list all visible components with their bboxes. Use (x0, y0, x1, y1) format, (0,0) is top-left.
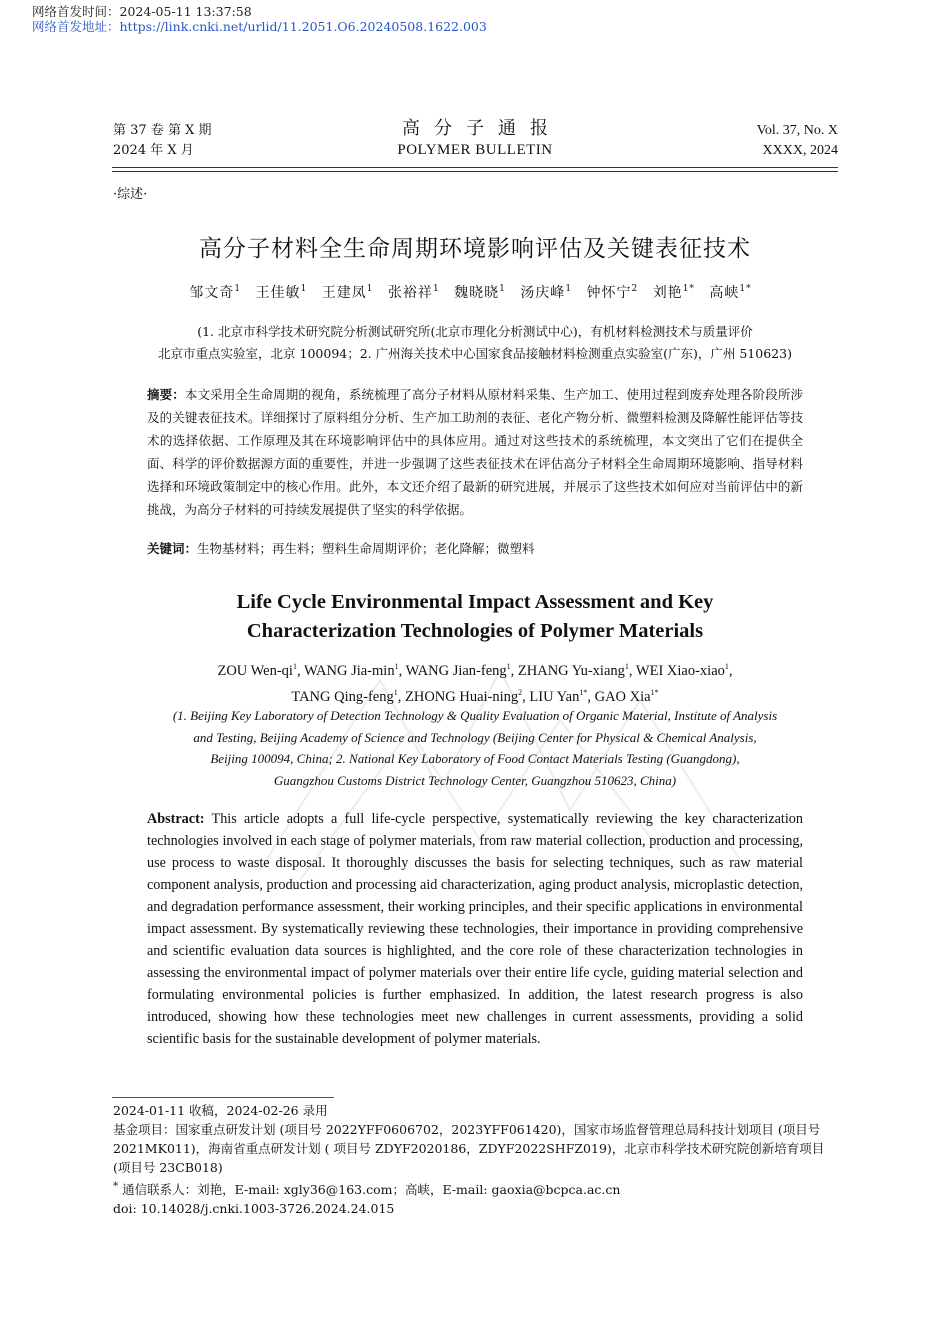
journal-volume-en-line2: XXXX, 2024 (762, 143, 838, 158)
author-en: GAO Xia$^{1*}$ (594, 687, 659, 705)
contact-note (113, 1177, 839, 1199)
journal-volume-cn-line2: 2024 年 X 月 (113, 143, 194, 158)
paper-title-cn: 高分子材料全生命周期环境影响评估及关键表征技术 (199, 236, 751, 262)
abstract-en-label: Abstract: (147, 811, 205, 827)
author-en: WANG Jian-feng$^1$, (405, 662, 518, 679)
affiliation-en-line1: (1. Beijing Key Laboratory of Detection Technology & Quality Evaluation of Organic Material, Institute of Analysis (172, 708, 778, 723)
author-en: LIU Yan$^{1*}$, (529, 687, 595, 705)
received-dates: 2024-01-11 收稿，2024-02-26 录用 (113, 1103, 328, 1118)
journal-volume-cn-line1: 第 37 卷 第 X 期 (113, 123, 212, 138)
author-en: WANG Jia-$\min^1$, (303, 662, 406, 679)
affiliation-cn-line1: (1. 北京市科学技术研究院分析测试研究所(北京市理化分析测试中心)，有机材料检测技术与质量评价 (197, 324, 753, 339)
author-list-en-line1 (0, 656, 950, 682)
abstract-cn-text: 本文采用全生命周期的视角，系统梳理了高分子材料从原材料采集、生产加工、使用过程到废弃处理各阶段所涉及的关键表征技术。详细探讨了原料组分分析、生产加工助剂的表征、老化产物分析、微塑料检测及降解性能评估等技术的选择依据、工作原理及其在环境影响评估中的具体应用。通过对这些技术的系统梳理，本文突出了它们在提供全面、科学的评价数据源方面的重要性，并进一步强调了这些表征技术在评估高分子材料全生命周期环境影响、指导材料选择和环境政策制定中的核心作用。此外，本文还介绍了最新的研究进展，并展示了这些技术如何应对当前评估中的新挑战，为高分子材料的可持续发展提供了坚实的科学依据。 (147, 387, 803, 517)
author-en: ZHANG Yu-xiang$^1$, (517, 662, 636, 679)
author-cn: 钟怀宁$^2$ (586, 284, 639, 301)
author-cn: 高峡$^{1*}$ (709, 284, 752, 301)
online-publish-time: 网络首发时间：2024-05-11 13:37:58 (32, 4, 252, 19)
abstract-en-text: This article adopts a full life-cycle perspective, systematically reviewing the key characterization technologies involved in each stage of polymer materials, from raw material collection, production and processing, use process to waste disposal. It thoroughly discusses the basis for selecting techniques, such as raw material component analysis, production and processing aid characterization, aging product analysis, microplastic detection, and degradation performance assessment, their working principles, and their specific applications in environmental impact assessment. By systematically reviewing these technologies, their importance in providing comprehensive and scientific evaluation data sources is highlighted, and the core role of these characterization technologies in assessing the environmental impact of polymer materials over their entire life cycle, guiding material selection and formulating environmental policies is further emphasized. In addition, the latest research progress is also introduced, showing how these technologies meet new challenges in current assessments, providing a solid scientific basis for the sustainable development of polymer materials. (147, 811, 803, 1047)
author-en: ZHONG Huai-ning$^2$, (404, 687, 530, 705)
doi[interactable]: doi: 10.14028/j.cnki.1003-3726.2024.24.015 (113, 1201, 395, 1217)
paper-title-en-line1: Life Cycle Environmental Impact Assessment and Key (236, 591, 714, 613)
header-rule-bottom (112, 171, 838, 172)
journal-name-cn: 高分子通报 (402, 118, 562, 139)
abstract-cn (147, 383, 803, 521)
author-cn: 汤庆峰$^1$ (520, 284, 573, 301)
online-publish-meta (32, 4, 487, 34)
affiliation-en-line2: and Testing, Beijing Academy of Science and Technology (Beijing Center for Physical & Chemical Analysis, (193, 729, 757, 745)
funding-note: 基金项目：国家重点研发计划 (项目号 2022YFF0606702，2023YFF061420)，国家市场监督管理总局科技计划项目 (项目号 2021MK011)，海南省重点研发计划 ( 项目号 ZDYF2020186，ZDYF2022SHFZ019)，北京市科学技术研究院创新培育项目 (项目号 23CB018) (113, 1122, 825, 1175)
abstract-en (147, 808, 803, 1050)
author-list-en (0, 656, 950, 708)
author-cn: 王佳敏$^1$ (255, 284, 308, 301)
journal-name-en: POLYMER BULLETIN (397, 142, 553, 158)
contact-text: 通信联系人：刘艳，E-mail: xgly36@163.com；高峡，E-mail: gaoxia@bcpca.ac.cn (118, 1182, 621, 1198)
author-cn: 魏晓晓$^1$ (454, 284, 506, 301)
abstract-cn-label: 摘要： (147, 387, 185, 402)
author-cn: 邹文奇$^1$ (189, 284, 242, 301)
author-list-en-line2 (0, 682, 950, 708)
author-en: WEI Xiao-xiao$^1$, (635, 662, 733, 679)
author-en: TANG Qing-feng$^1$, (291, 687, 405, 705)
keywords-cn-text: 生物基材料；再生料；塑料生命周期评价；老化降解；微塑料 (197, 541, 535, 556)
keywords-cn (147, 539, 535, 557)
paper-title-en (0, 588, 950, 646)
contact-mark: * (113, 1180, 119, 1192)
author-en: ZOU Wen-$qi^1$, (217, 662, 304, 679)
footnotes (113, 1101, 839, 1218)
affiliation-en-line4: Guangzhou Customs District Technology Center, Guangzhou 510623, China) (273, 773, 677, 789)
affiliation-cn-line2: 北京市重点实验室，北京 100094；2. 广州海关技术中心国家食品接触材料检测重点实验室(广东)，广州 510623) (158, 346, 792, 361)
section-tag: ·综述· (113, 187, 148, 202)
author-cn: 张裕祥$^1$ (387, 284, 440, 301)
online-publish-url[interactable]: 网络首发地址：https://link.cnki.net/urlid/11.2051.O6.20240508.1622.003 (32, 19, 487, 34)
affiliation-en-line3: Beijing 100094, China; 2. National Key Laboratory of Food Contact Materials Testing (Guangdong), (210, 751, 740, 767)
affiliation-en (140, 705, 810, 792)
affiliation-cn (130, 321, 820, 365)
author-list-cn (0, 282, 950, 302)
footnote-rule (112, 1097, 334, 1098)
header-rule-top (112, 167, 838, 168)
paper-title-en-line2: Characterization Technologies of Polymer Materials (246, 620, 704, 642)
journal-volume-en (757, 121, 838, 161)
journal-volume-en-line1: Vol. 37, No. X (756, 123, 838, 138)
author-cn: 刘艳$^{1*}$ (652, 284, 695, 301)
keywords-cn-label: 关键词： (147, 541, 198, 556)
author-cn: 王建凤$^1$ (321, 284, 374, 301)
